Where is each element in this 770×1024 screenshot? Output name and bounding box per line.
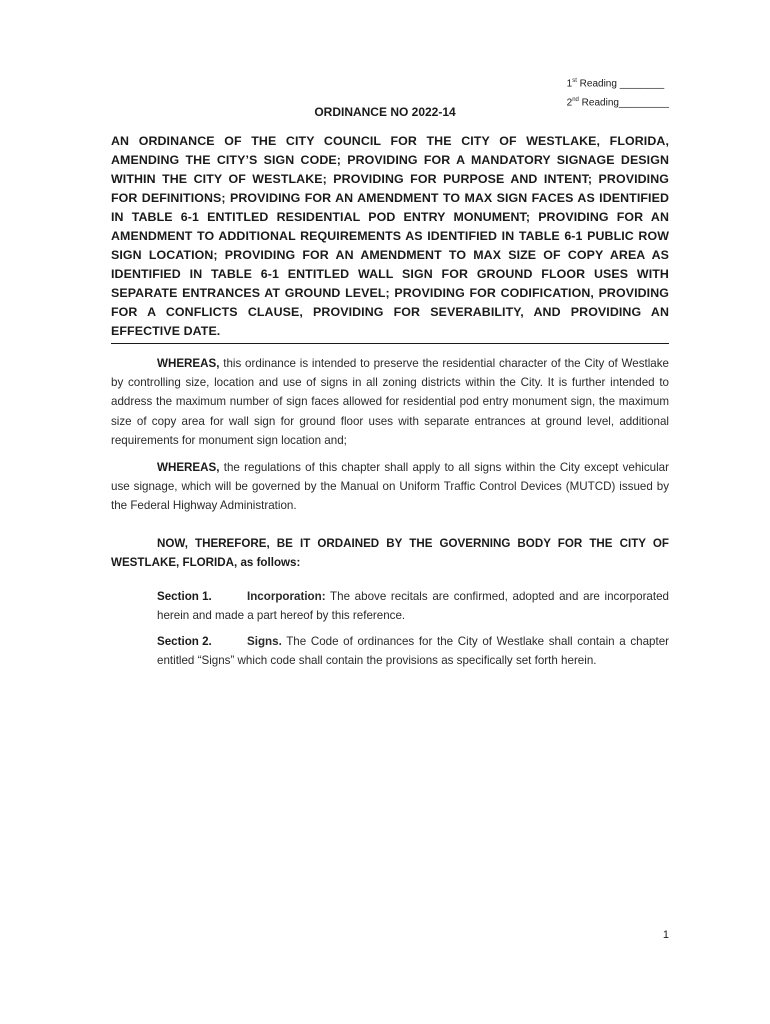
section-2: Section 2. Signs. The Code of ordinances for the City of Westlake shall contain a chapter entitled “Signs” which code shall contain the provisions as specifically set forth herein. xyxy=(157,632,669,670)
ordinance-number: ORDINANCE NO 2022-14 xyxy=(314,105,456,119)
first-reading-line: 1st Reading ________ xyxy=(566,78,665,90)
page-number: 1 xyxy=(662,929,669,941)
ordained-clause: NOW, THEREFORE, BE IT ORDAINED BY THE GOVERNING BODY FOR THE CITY OF WESTLAKE, FLORIDA, as follows: xyxy=(111,537,669,570)
ordinance-title: AN ORDINANCE OF THE CITY COUNCIL FOR THE CITY OF WESTLAKE, FLORIDA, AMENDING THE CITY’S SIGN CODE; PROVIDING FOR A MANDATORY SIGNAGE DESIGN WITHIN THE CITY OF WESTLAKE; PROVIDING FOR PURPOSE AND INTENT; PROVIDING FOR DEFINITIONS; PROVIDING FOR AN AMENDMENT TO MAX SIGN FACES AS IDENTIFIED IN TABLE 6-1 ENTITLED RESIDENTIAL POD ENTRY MONUMENT; PROVIDING FOR AN AMENDMENT TO ADDITIONAL REQUIREMENTS AS IDENTIFIED IN TABLE 6-1 PUBLIC ROW SIGN LOCATION; PROVIDING FOR AN AMENDMENT TO MAX SIZE OF COPY AREA AS IDENTIFIED IN TABLE 6-1 ENTITLED WALL SIGN FOR GROUND FLOOR USES WITH SEPARATE ENTRANCES AT GROUND LEVEL; PROVIDING FOR CODIFICATION, PROVIDING FOR A CONFLICTS CLAUSE, PROVIDING FOR SEVERABILITY, AND PROVIDING AN EFFECTIVE DATE. xyxy=(111,132,669,344)
second-reading-line: 2nd Reading_________ xyxy=(566,97,669,109)
section-2-heading: Signs. xyxy=(247,635,282,648)
section-1-label: Section 1. xyxy=(157,590,212,603)
whereas-paragraph-2: WHEREAS, the regulations of this chapter shall apply to all signs within the City except vehicular use signage, which will be governed by the Manual on Uniform Traffic Control Devices (MUTCD) issued by the Federal Highway Administration. xyxy=(111,461,669,513)
section-1-heading: Incorporation: xyxy=(247,590,326,603)
whereas-paragraph-1: WHEREAS, this ordinance is intended to preserve the residential character of the City of Westlake by controlling size, location and use of signs in all zoning districts within the City. It is further intended to address the maximum number of sign faces allowed for residential pod entry monument sign, the maximum size of copy area for wall sign for ground floor uses with separate entrances at ground level, additional requirements for monument sign location and; xyxy=(111,357,669,447)
section-1: Section 1. Incorporation: The above recitals are confirmed, adopted and are incorporated herein and made a part hereof by this reference. xyxy=(157,587,669,625)
section-2-label: Section 2. xyxy=(157,635,212,648)
